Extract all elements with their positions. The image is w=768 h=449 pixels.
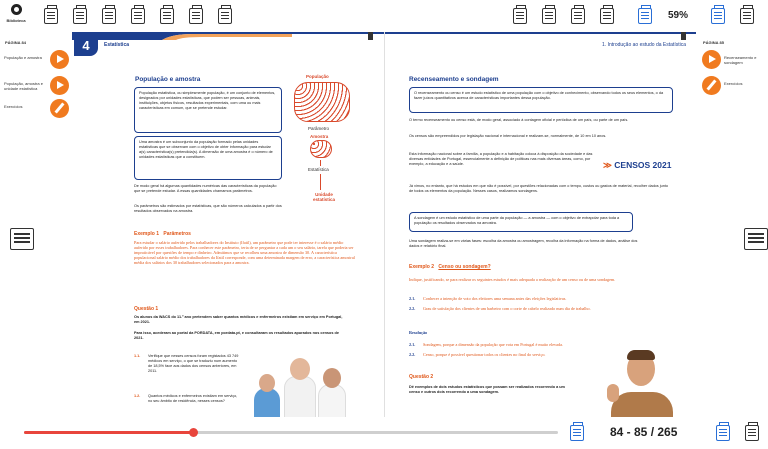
bottom-toolbar: [0, 417, 768, 449]
question-title: Questão 2: [409, 374, 434, 380]
resource-label: População, amostra e unidade estatística: [4, 81, 43, 91]
page-ribbon: [385, 32, 696, 40]
resource-item-census[interactable]: [702, 50, 768, 70]
toolbar-note-icon[interactable]: [571, 8, 585, 24]
question-text: Os alunos da WACS do 11.º ano pretendem saber quantos médicos e enfermeiros existiam em serviço em Portugal, em 2021.: [134, 315, 343, 324]
chapter-title: 1. Introdução ao estudo da Estatística: [602, 42, 686, 48]
page-notes-icon[interactable]: [745, 425, 759, 441]
paragraph: Já vimos, no entanto, que há estudos em que não é possível, por questões relacionadas com o tempo, custos ou gastos de material, recolher dados junto de todos os elementos da população. Nesses casos, realizamos sondagens.: [409, 184, 668, 193]
resource-label: Exercícios: [724, 81, 743, 86]
item-number: 2.1.: [409, 296, 416, 301]
paragraph: Os parâmetros são estimados por estatísticas, que são números calculados a partir dos resultados observados na amostra.: [134, 204, 282, 213]
chapter-title: Estatística: [104, 42, 130, 48]
man-hair: [627, 350, 655, 360]
censos-label: CENSOS 2021: [614, 160, 672, 170]
toolbar-active-note-icon[interactable]: [711, 8, 725, 24]
item-number: 1.1.: [134, 354, 141, 358]
resource-item-exercises[interactable]: [4, 99, 70, 119]
censos-logo: [603, 160, 671, 171]
resolution-item: Censo, porque é possível questionar todos os clientes no final do serviço.: [423, 352, 546, 357]
question-item: Quantos médicos e enfermeiros existiam em serviço, no seu âmbito de residência, nesses censos?: [148, 394, 238, 403]
example-text: Para estudar o salário auferido pelos trabalhadores do Instituto (Ifatil), um parâmetro que pode ter interesse é o salário médio auferido por esses trabalhadores. Para conhecer este parâmetro, teria de se perguntar a cada um o seu salário, tarefa que poderia ser impraticável por questões de tempo e dinheiro. Admitimos que se recolheu uma amostra de dimensão 30. A característica populacional salário médio dos trabalhadores da Ifatil corresponde, com uma determinada margem de erro, a característica amostral média dos salários dos 30 trabalhadores selecionados para a amostra.: [134, 240, 355, 265]
resource-label: População e amostra: [4, 55, 42, 60]
person-figure: [284, 376, 316, 417]
diagram-label: Unidade estatística: [312, 192, 335, 202]
question-title: Questão 1: [134, 306, 159, 312]
page-indicator: 84 - 85 / 265: [610, 425, 678, 439]
diagram-label: População: [306, 74, 329, 79]
page-ribbon: [72, 32, 384, 40]
example-item: Conhecer a intenção de voto dos eleitores uma semana antes das eleições legislativas.: [423, 296, 567, 301]
page-notes-icon[interactable]: [716, 425, 730, 441]
man-body: [611, 392, 673, 417]
app-logo[interactable]: [4, 4, 28, 30]
paragraph: Os censos são empreendidos por legislação nacional e internacional e realizam-se, normalmente, de 10 em 10 anos.: [409, 134, 607, 138]
page-slider[interactable]: [24, 431, 558, 434]
definition-box: População estatística, ou simplesmente população, é um conjunto de elementos, designados por unidades estatísticas, que podem ser pessoas, animais, instituições, objetos físicos, resultados experimentais, com uma ou mais características em comum, que se pretende estudar.: [134, 87, 282, 133]
item-number: 2.2.: [409, 352, 416, 357]
man-illustration: [607, 350, 677, 417]
person-figure: [318, 384, 346, 417]
toolbar-note-icon[interactable]: [44, 8, 58, 24]
zoom-level[interactable]: 59%: [668, 10, 689, 21]
medical-staff-illustration: [250, 348, 348, 417]
logo-text: Biblioteca: [6, 18, 26, 23]
example-title: [134, 231, 191, 237]
person-head: [259, 374, 275, 392]
person-head: [290, 358, 310, 380]
toolbar-note-icon[interactable]: [73, 8, 87, 24]
toolbar-note-icon[interactable]: [600, 8, 614, 24]
pencil-icon[interactable]: [702, 76, 721, 95]
page-slider-thumb[interactable]: [189, 428, 198, 437]
logo-mark-icon: [11, 4, 22, 15]
right-resource-panel: [698, 32, 768, 417]
question-text: Dê exemplos de dois estudos estatísticos que possam ser realizados recorrendo a um censo e outros dois recorrendo a uma sondagem.: [409, 385, 565, 394]
example-number: Exemplo 2: [409, 264, 435, 270]
resource-label: Recenseamento e sondagem: [724, 55, 757, 65]
left-notes-icon[interactable]: [10, 228, 34, 250]
paragraph: Uma sondagem realiza-se em várias fases: escolha da amostra ou amostragem, recolha da informação na forma de dados, análise dos dados e relatório final.: [409, 239, 638, 248]
left-panel-header: PÁGINA 84: [5, 40, 26, 45]
definition-box: Uma amostra é um subconjunto da população formado pelas unidades estatísticas que se observam com o objetivo de obter informação para estudar a(s) característica(s) pretendida(s). A dimensão de uma amostra é o número de unidades estatísticas que a constituem.: [134, 136, 282, 180]
example-title: [409, 264, 491, 270]
example-number: Exemplo 1: [134, 231, 160, 237]
resource-item-population-sample[interactable]: [4, 76, 70, 96]
paragraph: O termo recenseamento ou censo está, de modo geral, associado à contagem oficial e periódica de um país, ou parte de um país.: [409, 118, 629, 122]
right-notes-icon[interactable]: [744, 228, 768, 250]
censos-mark-icon: ≫: [603, 160, 612, 170]
bookmark-icon[interactable]: [368, 32, 373, 40]
top-toolbar: [0, 0, 768, 32]
paragraph: Esta informação nacional sobre a família, a população e a habitação coloca à disposição da sociedade e das diversas entidades de Portugal, essencialmente a definição de políticas nas mais diversas áreas, como, por exemplo, a educação e a saúde.: [409, 152, 593, 166]
sample-ellipse: [310, 140, 332, 158]
example-text: Indique, justificando, se para realizar os seguintes estudos é mais adequada a realização de um censo ou de uma sondagem.: [409, 277, 616, 282]
population-ellipse: [294, 82, 350, 122]
resolution-item: Sondagem, porque a dimensão da população que vota em Portugal é muito elevada.: [423, 342, 564, 347]
man-hand: [607, 384, 619, 402]
diagram-label: Estatística: [308, 167, 329, 172]
book-spread[interactable]: [72, 32, 696, 417]
left-resource-panel: [0, 32, 70, 417]
toolbar-note-icon[interactable]: [131, 8, 145, 24]
paragraph: De modo geral há algumas quantidades numéricas das características da população que se pretende estudar. A essas quantidades chamamos parâmetros.: [134, 184, 277, 193]
definition-box: A sondagem é um estudo estatístico de uma parte da população — a amostra — com o objetivo de extrapolar para toda a população os resultados observados na amostra.: [409, 212, 633, 232]
item-number: 1.2.: [134, 394, 141, 398]
page-right: [384, 32, 696, 417]
population-diagram: [286, 74, 356, 204]
toolbar-note-icon[interactable]: [542, 8, 556, 24]
bookmark-icon[interactable]: [681, 32, 686, 40]
example-subtitle: Censo ou sondagem?: [438, 264, 491, 270]
arrow: [320, 160, 321, 166]
right-panel-header: PÁGINA 85: [703, 40, 724, 45]
unit-badge: 4: [74, 36, 98, 56]
play-icon[interactable]: [702, 50, 721, 69]
section-heading: Recenseamento e sondagem: [409, 76, 499, 83]
example-subtitle: Parâmetros: [163, 231, 191, 237]
resource-item-population[interactable]: [4, 50, 70, 70]
play-icon[interactable]: [50, 76, 69, 95]
item-number: 2.1.: [409, 342, 416, 347]
person-head: [323, 368, 341, 388]
question-text: Para isso, acederam ao portal da PORDATA, em pordata.pt, e consultaram os resultados apurados nos censos de 2021.: [134, 331, 339, 340]
pencil-icon[interactable]: [50, 99, 69, 118]
question-item: Verifique que nesses censos foram registados 43 749 médicos em serviço, o que se traduziu num aumento de 18,5% face aos dados dos censos anteriores, em 2011.: [148, 354, 239, 373]
person-figure: [254, 388, 280, 417]
resource-label: Exercícios: [4, 104, 23, 109]
page-left: [72, 32, 384, 417]
diagram-label: Amostra: [310, 134, 329, 139]
play-icon[interactable]: [50, 50, 69, 69]
page-slider-fill: [24, 431, 193, 434]
definition-box: O recenseamento ou censo é um estudo estatístico de uma população com o objetivo de conhecimento, observando todos os seus elementos, o da fazer juízos quantitativos acerca de características importantes dessa população.: [409, 87, 673, 113]
toolbar-note-icon[interactable]: [102, 8, 116, 24]
diagram-label: Parâmetro: [308, 126, 330, 131]
page-notes-icon[interactable]: [570, 425, 584, 441]
resolution-title: Resolução: [409, 330, 428, 335]
toolbar-note-icon[interactable]: [740, 8, 754, 24]
toolbar-note-icon[interactable]: [189, 8, 203, 24]
example-item: Grau de satisfação dos clientes de um barbeiro com o corte de cabelo realizado num dia de trabalho.: [423, 306, 591, 311]
item-number: 2.2.: [409, 306, 416, 311]
resource-item-exercises[interactable]: [702, 76, 768, 96]
arrow: [320, 174, 321, 190]
toolbar-active-note-icon[interactable]: [638, 8, 652, 24]
toolbar-note-icon[interactable]: [160, 8, 174, 24]
toolbar-note-icon[interactable]: [218, 8, 232, 24]
toolbar-note-icon[interactable]: [513, 8, 527, 24]
section-heading: População e amostra: [135, 76, 201, 83]
